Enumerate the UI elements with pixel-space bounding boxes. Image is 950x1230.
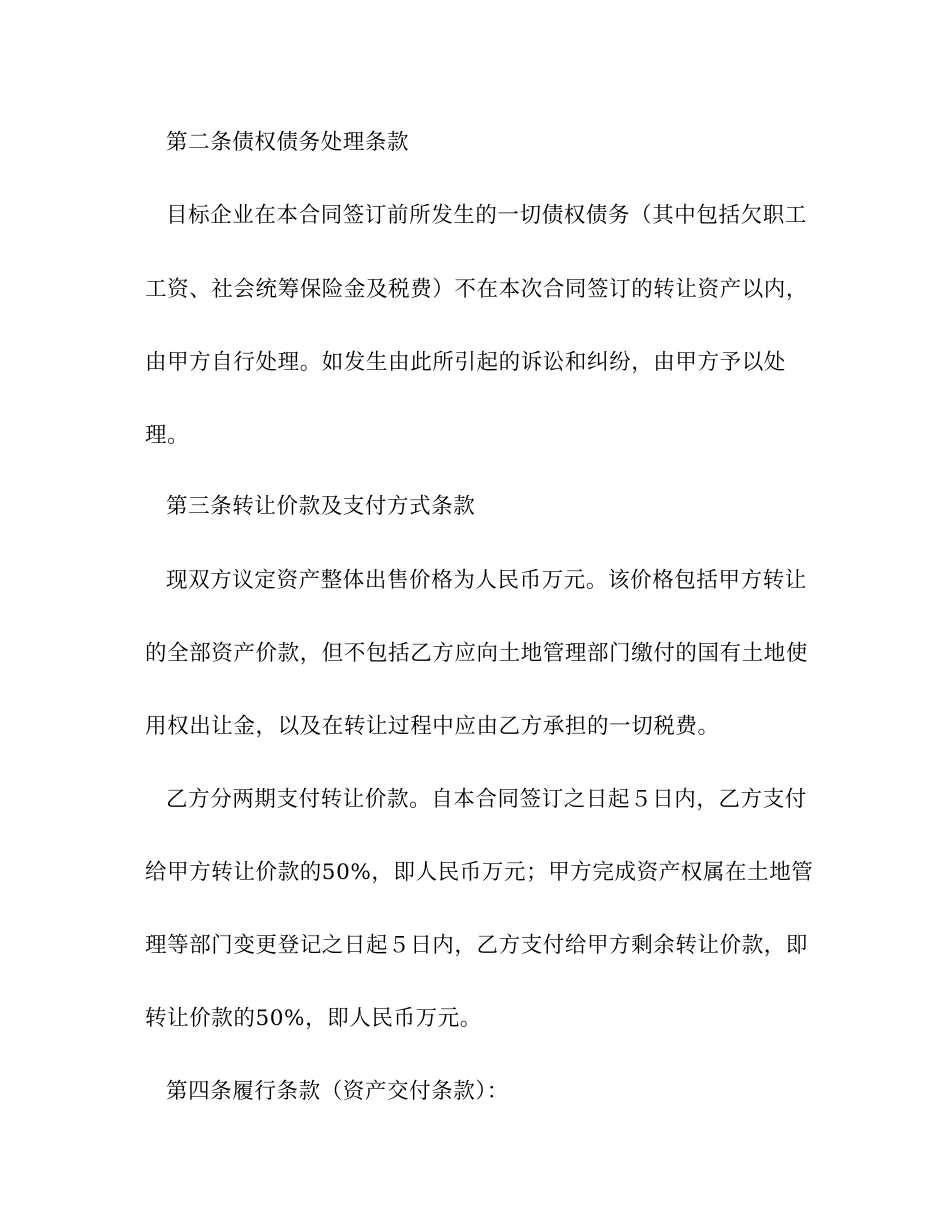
paragraph-line: 目标企业在本合同签订前所发生的一切债权债务（其中包括欠职工 — [166, 203, 807, 228]
paragraph-line: 工资、社会统筹保险金及税费）不在本次合同签订的转让资产以内， — [145, 277, 809, 302]
paragraph-line: 理等部门变更登记之日起５日内，乙方支付给甲方剩余转让价款，即 — [145, 933, 809, 958]
paragraph-line: 转让价款的50%，即人民币万元。 — [145, 1006, 482, 1031]
paragraph-line: 的全部资产价款，但不包括乙方应向土地管理部门缴付的国有土地使 — [145, 641, 809, 666]
paragraph-line: 现双方议定资产整体出售价格为人民币万元。该价格包括甲方转让 — [166, 568, 807, 593]
section-heading-4: 第四条履行条款（资产交付条款）： — [166, 1079, 509, 1104]
section-heading-2: 第二条债权债务处理条款 — [166, 130, 410, 155]
section-heading-3: 第三条转让价款及支付方式条款 — [166, 494, 476, 519]
paragraph-line: 由甲方自行处理。如发生由此所引起的诉讼和纠纷，由甲方予以处 — [145, 350, 786, 375]
paragraph-line: 理。 — [145, 423, 190, 448]
paragraph-line: 给甲方转让价款的50%，即人民币万元；甲方完成资产权属在土地管 — [145, 860, 814, 885]
paragraph-line: 用权出让金，以及在转让过程中应由乙方承担的一切税费。 — [145, 714, 720, 739]
paragraph-line: 乙方分两期支付转让价款。自本合同签订之日起５日内，乙方支付 — [166, 787, 807, 812]
